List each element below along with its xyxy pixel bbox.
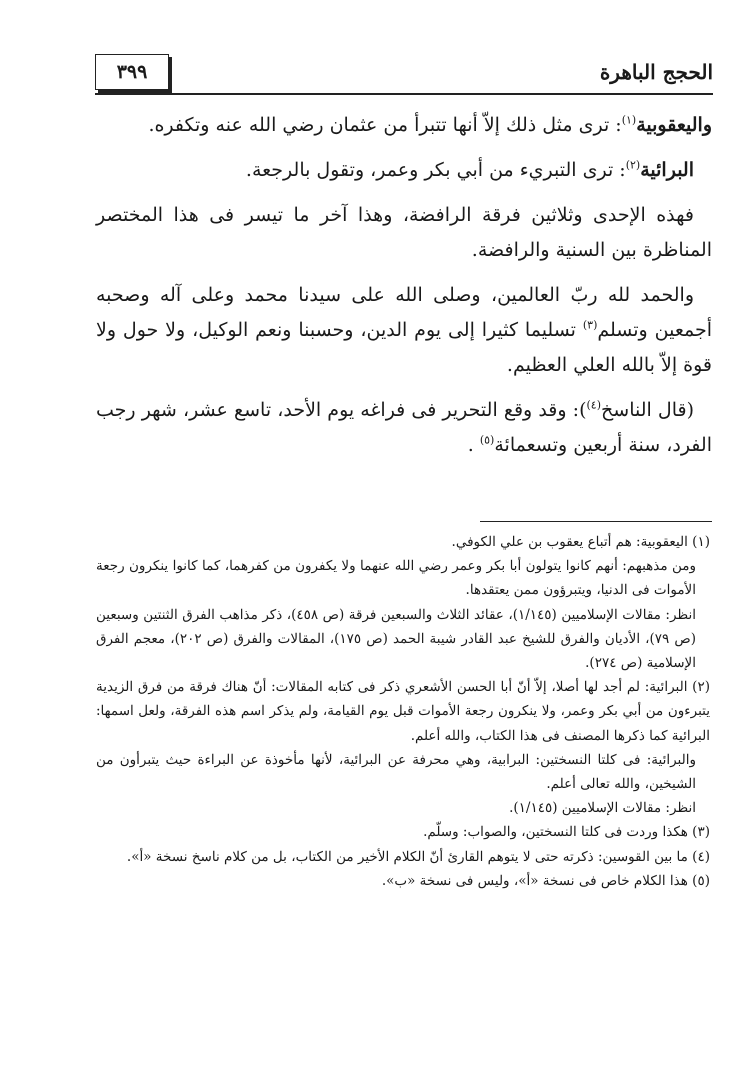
paragraph-text: : ترى التبريء من أبي بكر وعمر، وتقول بالرجعة.	[245, 159, 626, 181]
paragraph-colophon	[96, 393, 712, 463]
footnote-5: (٥) هذا الكلام خاص فى نسخة «أ»، وليس فى نسخة «ب».	[381, 872, 710, 889]
footnote-1: (١) اليعقوبية: هم أتباع يعقوب بن علي الكوفي.	[451, 534, 710, 550]
main-text	[96, 108, 712, 473]
paragraph-baraiyya	[96, 153, 712, 188]
footnote-2: (٢) البرائية: لم أجد لها أصلا، إلاّ أنّ أبا الحسن الأشعري ذكر فى كتابه المقالات: أنّ هناك فرقة من فرق الزيدية يتبرءون من أبي بكر وعمر، ولا ينكرون رجعة الأموات قبل يوم القيامة، ولم يذكر اسم هذه الفرقة، ولعل اسمها: البرائية كما ذكرها المصنف فى هذا الكتاب، والله أعلم.	[96, 679, 710, 744]
footnote-3: (٣) هكذا وردت فى كلتا النسختين، والصواب: وسلّم.	[423, 824, 710, 841]
footnote-ref-4[interactable]: (٤)	[586, 398, 602, 412]
footnotes	[96, 530, 710, 893]
footnote-4: (٤) ما بين القوسين: ذكرته حتى لا يتوهم القارئ أنّ الكلام الأخير من الكتاب، بل من كلام ناسخ نسخة «أ».	[126, 848, 710, 865]
running-title: الحجج الباهرة	[599, 60, 713, 84]
paragraph-praise	[96, 278, 712, 383]
footnote-separator	[480, 521, 712, 522]
page-number: ٣٩٩	[95, 54, 169, 90]
header-rule	[95, 93, 713, 95]
footnote-1-sources: انظر: مقالات الإسلاميين (١/١٤٥)، عقائد الثلاث والسبعين فرقة (ص ٤٥٨)، ذكر مذاهب الفرق الثنتين وسبعين (ص ٧٩)، الأديان والفرق للشيخ عبد القادر شيبة الحمد (ص ١٧٥)، المقالات والفرق (ص ٢٠٢)، معجم الفرق الإسلامية (ص ٢٧٤).	[96, 606, 696, 672]
paragraph-text: .	[467, 434, 480, 456]
paragraph-text: والحمد لله ربّ العالمين، وصلى الله على سيدنا محمد وعلى آله وصحبه أجمعين وتسلم	[96, 284, 712, 341]
term-baraiyya: البرائية	[640, 159, 694, 181]
footnote-2-sources: انظر: مقالات الإسلاميين (١/١٤٥).	[509, 800, 696, 817]
paragraph-yaqubiyya	[96, 108, 712, 143]
footnote-ref-5[interactable]: (٥)	[479, 433, 495, 447]
paragraph-text: تسليما كثيرا إلى يوم الدين، وحسبنا ونعم الوكيل، ولا حول ولا قوة إلاّ بالله العلي العظيم.	[96, 319, 712, 376]
footnote-ref-1[interactable]: (١)	[621, 113, 637, 127]
paragraph-text: ): وقد وقع التحرير فى فراغه يوم الأحد، تاسع عشر، شهر رجب الفرد، سنة أربعين وتسعمائة	[96, 399, 712, 456]
footnote-2-detail: والبرائية: فى كلتا النسختين: البرابية، وهي محرفة عن البرائية، لأنها مأخوذة عن البراءة حيث يتبرأون من الشيخين، والله تعالى أعلم.	[96, 751, 696, 793]
paragraph-text: (قال الناسخ	[601, 399, 694, 421]
footnote-1-detail: ومن مذهبهم: أنهم كانوا يتولون أبا بكر وعمر رضي الله عنهما ولا يكفرون من كفرهما، كما كانوا ينكرون رجعة الأموات فى الدنيا، ويتبرؤون ممن يعتقدها.	[96, 558, 696, 599]
page-header	[95, 52, 713, 96]
paragraph-conclusion: فهذه الإحدى وثلاثين فرقة الرافضة، وهذا آخر ما تيسر فى هذا المختصر المناظرة بين السنية والرافضة.	[96, 204, 712, 261]
paragraph-text: : ترى مثل ذلك إلاّ أنها تتبرأ من عثمان رضي الله عنه وتكفره.	[148, 114, 622, 136]
term-yaqubiyya: واليعقوبية	[636, 114, 712, 136]
footnote-ref-2[interactable]: (٢)	[625, 158, 641, 172]
footnote-ref-3[interactable]: (٣)	[582, 318, 598, 332]
